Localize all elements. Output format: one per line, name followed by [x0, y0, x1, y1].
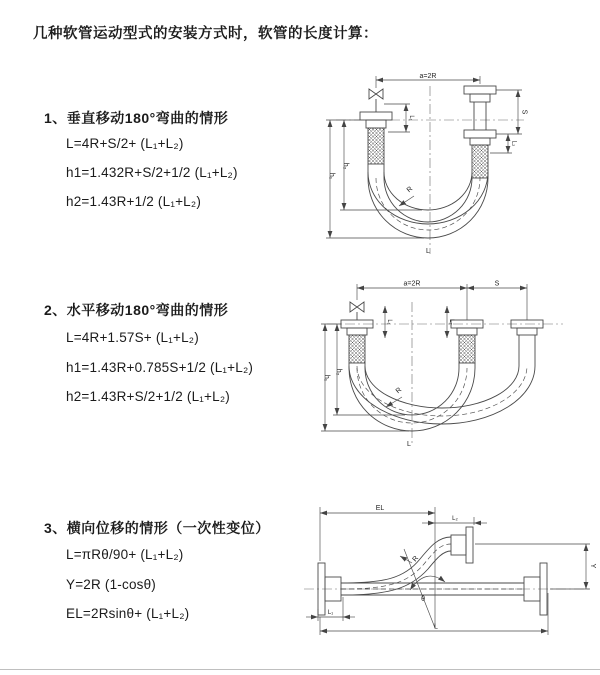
- u-bend-hose: [368, 172, 488, 238]
- valve-icon: [350, 302, 364, 320]
- diagram-3-svg: [298, 497, 598, 643]
- page-title: 几种软管运动型式的安装方式时，软管的长度计算：: [33, 26, 378, 42]
- diagram-vertical-180-bend: [310, 70, 594, 265]
- section-1-formula-h1: h1=1.432R+S/2+1/2 (L₁+L₂): [66, 165, 238, 180]
- section-3-formula-EL: EL=2Rsinθ+ (L₁+L₂): [66, 606, 190, 621]
- theta-label: θ: [421, 596, 425, 603]
- upper-flange: [451, 527, 473, 563]
- diagram-2-svg: [307, 276, 597, 454]
- dimension-lines: [326, 76, 522, 238]
- section-1-heading: 1、垂直移动180°弯曲的情形: [44, 110, 229, 126]
- dimension-labels: [328, 505, 596, 631]
- u-bend-hoses: [349, 366, 535, 431]
- diagram-horizontal-180-bend: [307, 276, 597, 459]
- dim-h1-label: h₁: [328, 172, 335, 180]
- dim-s-label: S: [520, 109, 528, 115]
- dim-el-label: EL: [375, 505, 385, 512]
- dim-l2-label: L₂: [510, 140, 517, 147]
- section-2-formula-h1: h1=1.43R+0.785S+1/2 (L₁+L₂): [66, 360, 254, 375]
- length-label: L: [407, 441, 411, 448]
- section-1-formula-h2: h2=1.43R+1/2 (L₁+L₂): [66, 194, 202, 209]
- length-label: L: [426, 248, 430, 255]
- dim-l1-label: L₁: [386, 319, 392, 325]
- dim-a2r-label: a=2R: [419, 73, 437, 80]
- left-flange: [360, 112, 392, 178]
- section-2-heading: 2、水平移动180°弯曲的情形: [44, 302, 229, 318]
- radius-label: R: [411, 554, 421, 564]
- dim-l1-label: L₁: [327, 610, 334, 616]
- dimension-labels: [328, 73, 528, 255]
- flanges: [341, 320, 543, 368]
- right-flanges: [464, 86, 496, 178]
- dim-h2-label: h₂: [342, 162, 349, 170]
- radius-label: R: [394, 386, 404, 396]
- dim-l2-label: L₂: [452, 516, 458, 522]
- section-3-formula-Y: Y=2R (1-cosθ): [66, 577, 157, 592]
- section-1-formula-L: L=4R+S/2+ (L₁+L₂): [66, 136, 184, 151]
- section-3-heading: 3、横向位移的情形（一次性变位）: [44, 520, 270, 536]
- valve-icon: [369, 89, 383, 112]
- diagram-lateral-displacement: [298, 497, 598, 648]
- diagram-1-svg: [310, 70, 594, 260]
- dim-s-label: S: [494, 280, 500, 288]
- length-label: L: [434, 623, 438, 631]
- dim-y-label: Y: [589, 563, 596, 569]
- straight-hose: [341, 583, 524, 595]
- section-2-formula-L: L=4R+1.57S+ (L₁+L₂): [66, 330, 199, 345]
- dim-a2r-label: a=2R: [403, 280, 421, 288]
- dimension-labels: [323, 281, 500, 449]
- dim-h1-label: h₁: [323, 374, 330, 382]
- dim-h2-label: h₂: [335, 368, 342, 376]
- dim-l2-label: L₂: [448, 319, 454, 325]
- radius-label: R: [405, 185, 415, 195]
- section-2-formula-h2: h2=1.43R+S/2+1/2 (L₁+L₂): [66, 389, 230, 404]
- dim-l1-label: L₁: [408, 115, 414, 121]
- s-curve-hose: [341, 537, 451, 595]
- angle-construction: [400, 507, 445, 628]
- page-edge-line: [0, 669, 600, 670]
- section-3-formula-L: L=πRθ/90+ (L₁+L₂): [66, 547, 184, 562]
- centerlines: [336, 86, 524, 254]
